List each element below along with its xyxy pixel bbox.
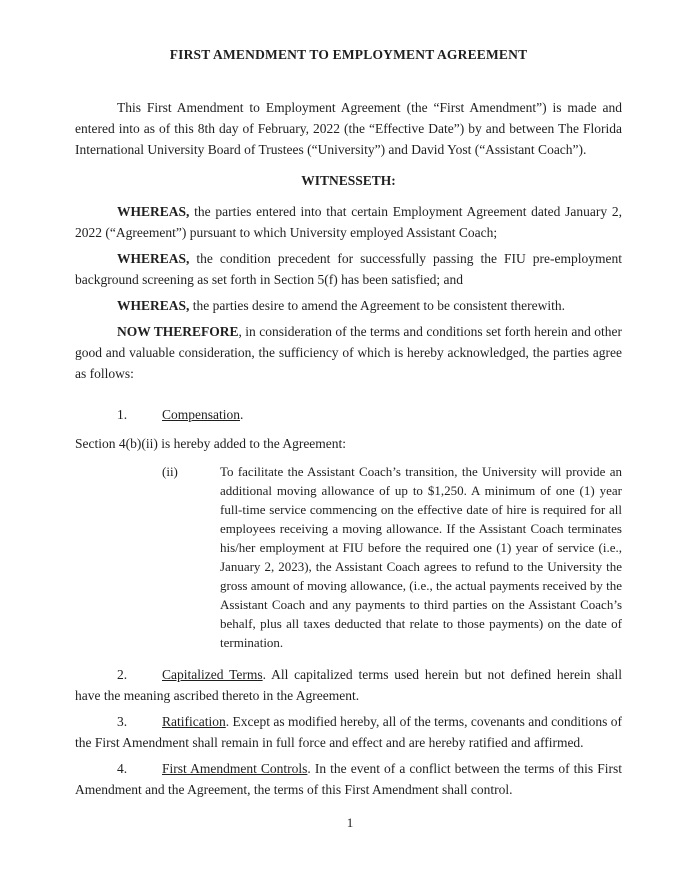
section-3-number: 3. [117,714,128,729]
whereas-text-2: the condition precedent for successfully passing the FIU pre-employment background screening as set forth in Section 5(f) has been satisfied; and [75,251,622,287]
now-therefore-lead: NOW THEREFORE [117,324,239,339]
whereas-lead-1: WHEREAS, [117,204,190,219]
section-3-heading-suffix: . [225,714,230,729]
section-4-paragraph [75,758,622,800]
section-1-number: 1. [117,407,128,422]
whereas-text-1: the parties entered into that certain Employment Agreement dated January 2, 2022 (“Agreement”) pursuant to which University employed Assistant Coach; [75,204,622,240]
section-2-heading: Capitalized Terms [162,667,263,682]
whereas-paragraph-2 [75,248,622,290]
section-2-paragraph [75,664,622,706]
section-1-intro [75,433,622,454]
section-4-text: In the event of a conflict between the terms of this First Amendment and the Agreement, the terms of this First Amendment shall control. [75,761,622,797]
section-4-heading: First Amendment Controls [162,761,308,776]
whereas-paragraph-3 [75,295,622,316]
section-1-intro-text: Section 4(b)(ii) is hereby added to the Agreement: [75,436,347,451]
page-number: 1 [346,815,354,830]
clause-ii [162,462,622,652]
section-2-number: 2. [117,667,128,682]
section-3-paragraph [75,711,622,753]
section-1-heading-line [75,404,622,425]
section-1-heading: Compensation [162,407,240,422]
intro-paragraph [75,97,622,160]
whereas-lead-2: WHEREAS, [117,251,190,266]
whereas-text-3: the parties desire to amend the Agreement to be consistent therewith. [189,298,566,313]
intro-paragraph-text: This First Amendment to Employment Agreement (the “First Amendment”) is made and entered into as of this 8th day of February, 2022 (the “Effective Date”) by and between The Florida International University Board of Trustees (“University”) and David Yost (“Assistant Coach”). [75,100,622,157]
whereas-lead-3: WHEREAS, [117,298,190,313]
section-4-heading-suffix: . [307,761,311,776]
section-2-text: All capitalized terms used herein but not defined herein shall have the meaning ascribed thereto in the Agreement. [75,667,622,703]
section-1-heading-suffix: . [240,407,244,422]
now-therefore-text: , in consideration of the terms and conditions set forth herein and other good and valuable consideration, the sufficiency of which is hereby acknowledged, the parties agree as follows: [75,324,622,381]
section-3-heading: Ratification [162,714,226,729]
witnesseth-heading: WITNESSETH: [301,173,396,188]
clause-ii-label: (ii) [162,464,178,479]
whereas-paragraph-1 [75,201,622,243]
section-4-number: 4. [117,761,128,776]
section-3-text: Except as modified hereby, all of the terms, covenants and conditions of the First Amendment shall remain in full force and effect and are hereby ratified and affirmed. [75,714,622,750]
now-therefore-paragraph [75,321,622,384]
clause-ii-text: To facilitate the Assistant Coach’s transition, the University will provide an additional moving allowance of up to $1,250. A minimum of one (1) year full-time service commencing on the effective date of hire is required for all employees receiving a moving allowance. If the Assistant Coach terminates his/her employment at FIU before the required one (1) year of service (i.e., January 2, 2023), the Assistant Coach agrees to refund to the University the gross amount of moving allowance, (i.e., the actual payments received by the Assistant Coach and any payments to third parties on the Assistant Coach’s behalf, plus all taxes deducted that relate to those payments) on the date of termination. [220,464,622,650]
document-title: FIRST AMENDMENT TO EMPLOYMENT AGREEMENT [169,47,528,62]
section-2-heading-suffix: . [262,667,266,682]
